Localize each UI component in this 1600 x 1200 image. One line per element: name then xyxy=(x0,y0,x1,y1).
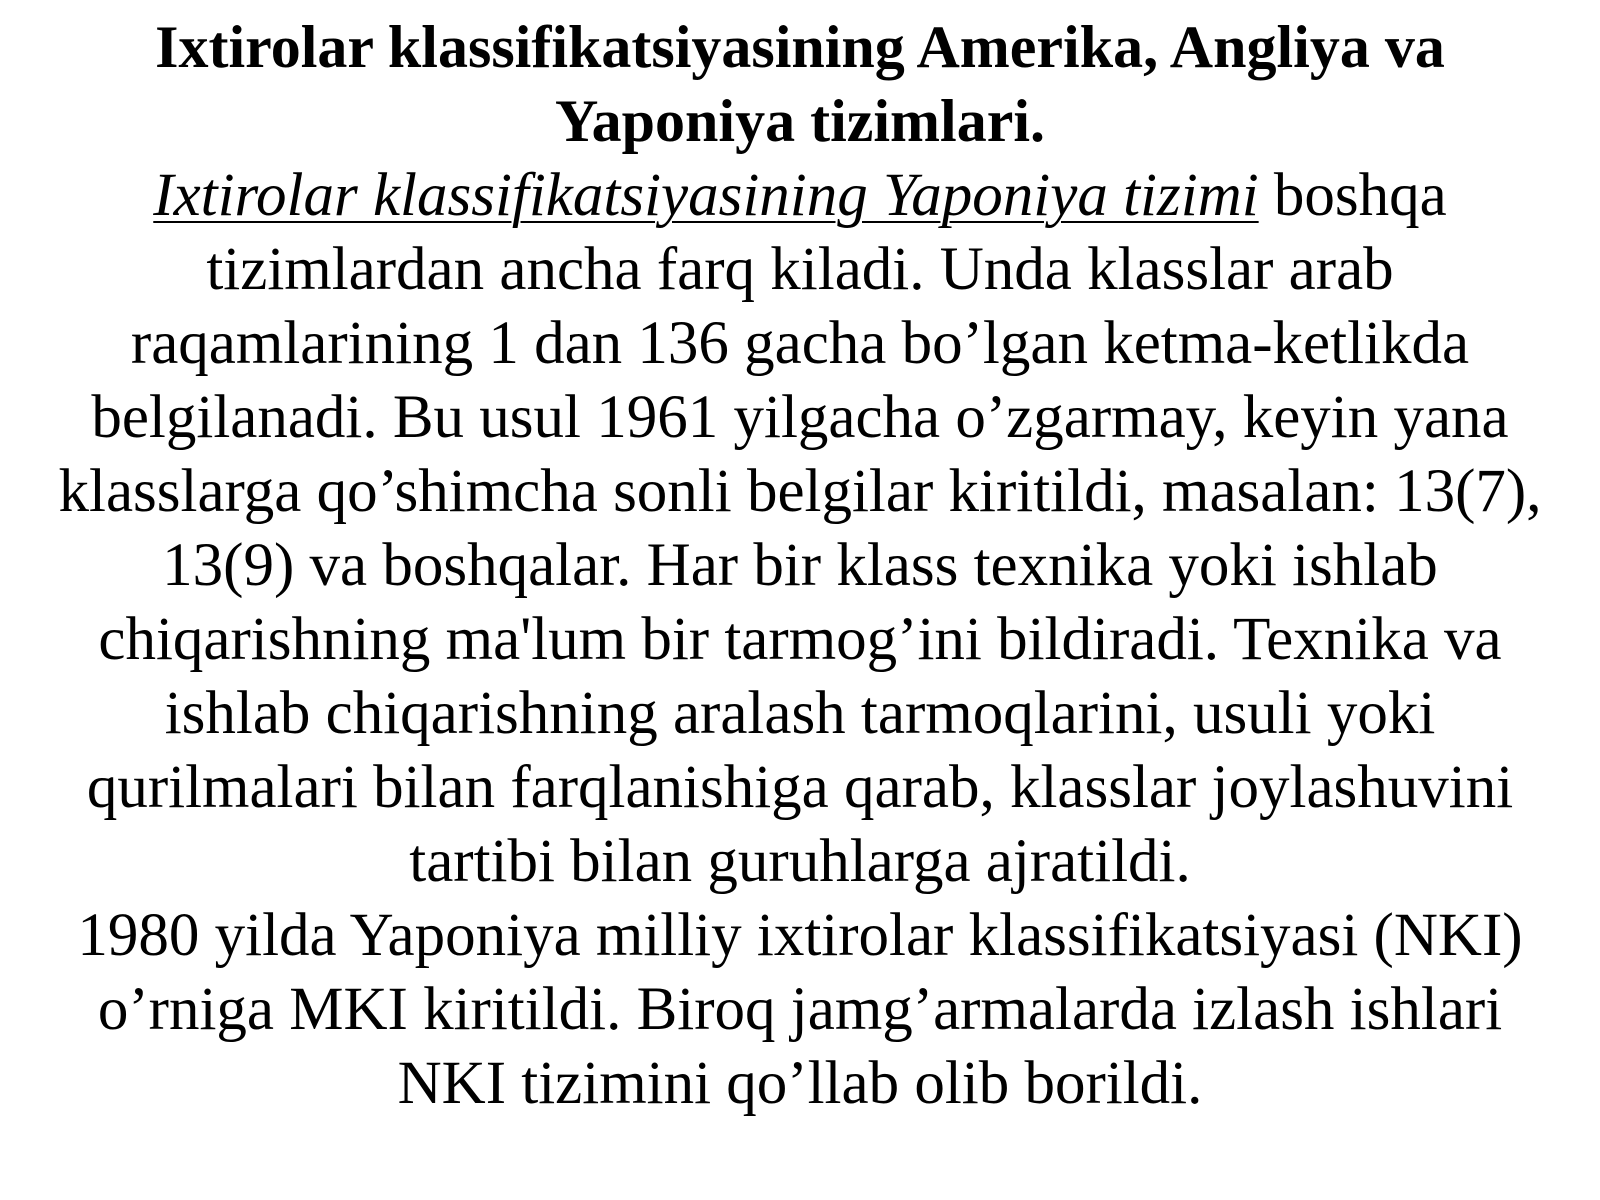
paragraph-text: boshqa tizimlardan ancha farq kiladi. Unda klasslar arab raqamlarining 1 dan 136 gacha bo’lgan ketma-ketlikda belgilanadi. Bu usul 1961 yilgacha o’zgarmay, keyin yana klasslarga qo’shimcha sonli belgilar kiritildi, masalan: 13(7), 13(9) va boshqalar. Har bir klass texnika yoki ishlab chiqarishning ma'lum bir tarmog’ini bildiradi. Texnika va ishlab chiqarishning aralash tarmoqlarini, usuli yoki qurilmalari bilan farqlanishiga qarab, klasslar joylashuvini tartibi bilan guruhlarga ajratildi. xyxy=(58,162,1542,895)
paragraph-japan-system xyxy=(50,159,1550,899)
emphasized-term: Ixtirolar klassifikatsiyasining Yaponiya tizimi xyxy=(153,162,1259,229)
paragraph-nki: 1980 yilda Yaponiya milliy ixtirolar klassifikatsiyasi (NKI) o’rniga MKI kiritildi. Biroq jamg’armalarda izlash ishlari NKI tizimini qo’llab olib borildi. xyxy=(77,902,1523,1117)
slide-body xyxy=(50,159,1550,1121)
slide-title: Ixtirolar klassifikatsiyasining Amerika, Angliya va Yaponiya tizimlari. xyxy=(155,14,1445,154)
